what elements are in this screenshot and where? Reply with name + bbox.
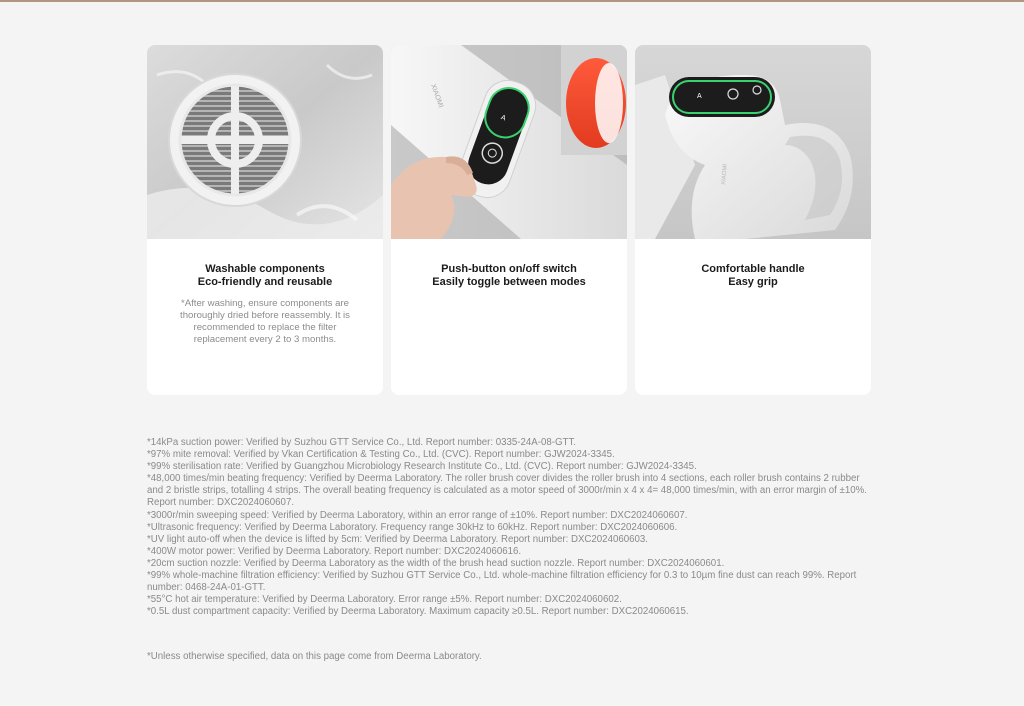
brand-label: XIAOMI bbox=[721, 163, 729, 186]
card-title-line1: Comfortable handle bbox=[701, 263, 805, 275]
power-button-icon bbox=[391, 45, 627, 239]
footnote: *97% mite removal: Verified by Vkan Certification & Testing Co., Ltd. (CVC). Report number: GJW2024-3345. bbox=[147, 449, 615, 461]
card-title-line1: Push-button on/off switch bbox=[441, 263, 577, 275]
footnote: *99% sterilisation rate: Verified by Guangzhou Microbiology Research Institute Co., Ltd. (CVC). Report number: GJW2024-3345. bbox=[147, 461, 697, 473]
feature-card-washable bbox=[147, 45, 383, 395]
footnote: *0.5L dust compartment capacity: Verified by Deerma Laboratory. Maximum capacity ≥0.5L. Report number: DXC2024060615. bbox=[147, 606, 689, 618]
card-title-line2: Eco-friendly and reusable bbox=[197, 276, 333, 288]
footnote: *3000r/min sweeping speed: Verified by Deerma Laboratory, within an error range of ±10%. Report number: DXC2024060607. bbox=[147, 509, 688, 521]
feature-card-switch bbox=[391, 45, 627, 395]
svg-text:A: A bbox=[697, 93, 702, 100]
brand-label: XIAOMI bbox=[429, 83, 445, 109]
footnote: *14kPa suction power: Verified by Suzhou GTT Service Co., Ltd. Report number: 0335-24A-08-GTT. bbox=[147, 437, 576, 448]
footnote: *Ultrasonic frequency: Verified by Deerma Laboratory. Frequency range 30kHz to 60kHz. Report number: DXC2024060606. bbox=[147, 521, 678, 533]
handle-icon bbox=[635, 45, 871, 239]
data-source-note: *Unless otherwise specified, data on this page come from Deerma Laboratory. bbox=[147, 651, 482, 662]
card-note: *After washing, ensure components are thoroughly dried before reassembly. It is recommended to replace the filter replacement every 2 to 3 months. bbox=[180, 298, 350, 345]
footnote: *400W motor power: Verified by Deerma Laboratory. Report number: DXC2024060616. bbox=[147, 545, 522, 557]
card-title-line2: Easily toggle between modes bbox=[432, 276, 586, 288]
footnote: *48,000 times/min beating frequency: Verified by Deerma Laboratory. The roller brush cover divides the roller brush into 4 sections, each roller brush contains 2 rubber and 2 bristle strips, totalling 4 strips. The overall beating frequency is calculated as a motor speed of 3000r/min x 4 x 4= 48,000 times/min, with an error margin of ±10%. Report number: DXC2024060607. bbox=[147, 473, 867, 509]
filter-icon bbox=[147, 45, 383, 239]
footnotes bbox=[147, 437, 875, 618]
footnote: *20cm suction nozzle: Verified by Deerma Laboratory as the width of the brush head suction nozzle. Report number: DXC2024060601. bbox=[147, 557, 725, 569]
svg-text:A: A bbox=[499, 114, 507, 123]
footnote: *UV light auto-off when the device is lifted by 5cm: Verified by Deerma Laboratory. Report number: DXC2024060603. bbox=[147, 533, 648, 545]
card-title-line1: Washable components bbox=[205, 263, 325, 275]
top-accent-bar bbox=[0, 0, 1024, 2]
footnote: *55°C hot air temperature: Verified by Deerma Laboratory. Error range ±5%. Report number: DXC2024060602. bbox=[147, 594, 622, 606]
card-title-line2: Easy grip bbox=[728, 276, 778, 288]
feature-card-handle bbox=[635, 45, 871, 395]
footnote: *99% whole-machine filtration efficiency: Verified by Suzhou GTT Service Co., Ltd. whole-machine filtration efficiency for 0.3 to 10µm fine dust can reach 99%. Report number: 0468-24A-01-GTT. bbox=[147, 570, 857, 594]
